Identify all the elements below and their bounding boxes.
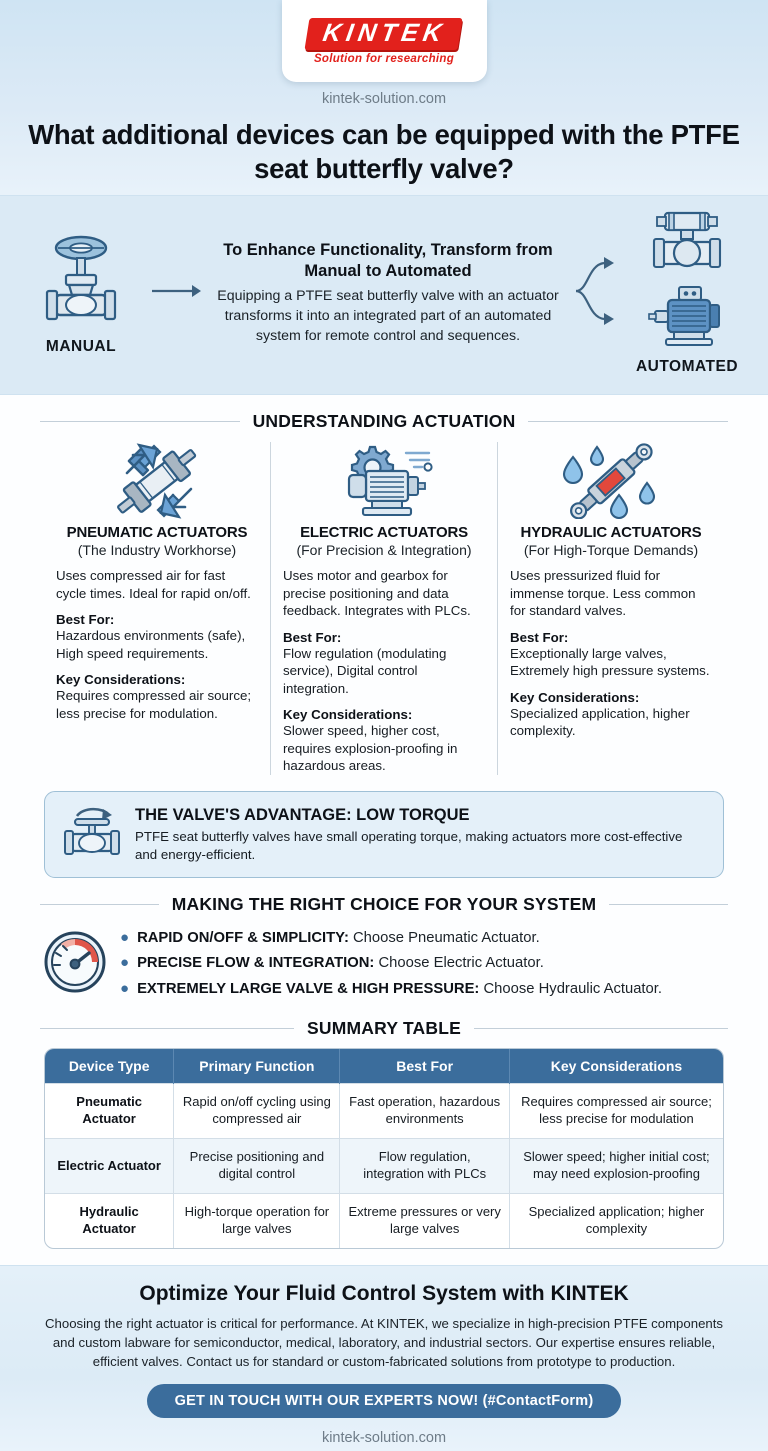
hero-manual-side — [22, 231, 140, 356]
hero-branch-arrows — [570, 243, 622, 344]
site-url-top: kintek-solution.com — [321, 91, 447, 107]
hydraulic-cylinder-droplet-icon — [510, 442, 712, 520]
hydraulic-key-label: Key Considerations: — [510, 689, 640, 705]
table-head — [45, 1049, 723, 1084]
callout-text — [135, 806, 707, 863]
pneumatic-best-for-value: Hazardous environments (safe), High speed requirements. — [56, 628, 246, 661]
site-url-bottom: kintek-solution.com — [321, 1430, 447, 1447]
choice-tail: Choose Electric Actuator. — [378, 955, 544, 972]
pneumatic-subtitle: (The Industry Workhorse) — [77, 542, 237, 559]
pneumatic-key-value: Requires compressed air source; less precise for modulation. — [56, 688, 252, 721]
table-row — [45, 1139, 723, 1194]
section-heading-understanding — [40, 411, 728, 432]
actuator-card-hydraulic — [497, 442, 724, 775]
electric-key-considerations — [283, 707, 485, 775]
choice-section — [44, 926, 724, 1002]
pneumatic-key-label: Key Considerations: — [56, 672, 186, 688]
electric-best-for — [283, 630, 485, 698]
logo-tagline: Solution for researching — [313, 52, 455, 65]
choice-tail: Choose Hydraulic Actuator. — [483, 980, 662, 997]
electric-description: Uses motor and gearbox for precise positioning and data feedback. Integrates with PLCs. — [283, 568, 471, 619]
electric-key-label: Key Considerations: — [283, 707, 413, 723]
hero-automated-label: AUTOMATED — [635, 358, 739, 376]
cell-best-for: Extreme pressures or very large valves — [340, 1193, 510, 1247]
cell-device: Hydraulic Actuator — [45, 1193, 174, 1247]
valve-rotation-icon — [61, 803, 123, 866]
actuator-columns — [44, 442, 724, 775]
hydraulic-description: Uses pressurized fluid for immense torque. Less common for standard valves. — [510, 568, 696, 619]
electric-best-for-label: Best For: — [283, 629, 342, 645]
col-header-device-type: Device Type — [45, 1049, 174, 1084]
hydraulic-key-considerations — [510, 690, 712, 740]
pneumatic-title: PNEUMATIC ACTUATORS — [66, 524, 248, 542]
choice-lead: RAPID ON/OFF & SIMPLICITY: — [137, 930, 349, 947]
manual-valve-icon — [38, 231, 124, 332]
footer-section — [0, 1265, 768, 1451]
divider-right — [474, 1028, 728, 1029]
hydraulic-subtitle: (For High-Torque Demands) — [523, 542, 699, 559]
contact-cta-button[interactable]: GET IN TOUCH WITH OUR EXPERTS NOW! (#ContactForm) — [147, 1384, 622, 1418]
hero-automated-side — [628, 210, 746, 376]
electric-motor-gear-icon — [283, 442, 485, 520]
cell-best-for: Fast operation, hazardous environments — [340, 1084, 510, 1139]
choice-item — [120, 926, 724, 951]
footer-body: Choosing the right actuator is critical for performance. At KINTEK, we specialize in high-precision PTFE components and custom labware for semiconductor, medical, laboratory, and industrial sectors. Our expertise ensures reliable, efficient valves. Contact us for standard or custom-fabricated solutions from prototype to production. — [45, 1315, 723, 1369]
hydraulic-best-for — [510, 630, 712, 680]
hydraulic-title: HYDRAULIC ACTUATORS — [520, 524, 702, 542]
table-body — [45, 1084, 723, 1248]
choice-lead: EXTREMELY LARGE VALVE & HIGH PRESSURE: — [137, 980, 480, 997]
bullet-dot-icon: ● — [120, 929, 130, 947]
table-header-row — [45, 1049, 723, 1084]
actuator-card-pneumatic — [44, 442, 270, 775]
page-title: What additional devices can be equipped with the PTFE seat butterfly valve? — [28, 119, 740, 184]
choice-tail: Choose Pneumatic Actuator. — [353, 930, 540, 947]
electric-key-value: Slower speed, higher cost, requires explosion-proofing in hazardous areas. — [283, 723, 458, 774]
callout-body: PTFE seat butterfly valves have small operating torque, making actuators more cost-effective and energy-efficient. — [135, 828, 683, 862]
electric-subtitle: (For Precision & Integration) — [296, 542, 472, 559]
cell-function: Rapid on/off cycling using compressed air — [174, 1084, 340, 1139]
callout-title: THE VALVE'S ADVANTAGE: LOW TORQUE — [135, 805, 470, 824]
divider-left — [40, 421, 240, 422]
table-row — [45, 1193, 723, 1247]
summary-table-wrapper — [44, 1048, 724, 1248]
logo-wordmark: KINTEK — [305, 18, 463, 50]
choice-item — [120, 977, 724, 1002]
pneumatic-best-for — [56, 612, 258, 662]
kintek-logo — [282, 0, 487, 82]
bullet-dot-icon: ● — [120, 979, 130, 997]
section-heading-summary — [40, 1018, 728, 1039]
cell-key: Specialized application; higher complexity — [509, 1193, 723, 1247]
col-header-key-considerations: Key Considerations — [509, 1049, 723, 1084]
footer-title: Optimize Your Fluid Control System with KINTEK — [139, 1281, 629, 1305]
hydraulic-best-for-label: Best For: — [510, 629, 569, 645]
cell-function: High-torque operation for large valves — [174, 1193, 340, 1247]
bullet-dot-icon: ● — [120, 954, 130, 972]
section-title-understanding: UNDERSTANDING ACTUATION — [252, 411, 516, 432]
col-header-primary-function: Primary Function — [174, 1049, 340, 1084]
cell-device: Electric Actuator — [45, 1139, 174, 1194]
divider-right — [609, 904, 728, 905]
actuator-card-electric — [270, 442, 497, 775]
low-torque-callout — [44, 791, 724, 878]
hero-manual-label: MANUAL — [45, 337, 117, 355]
header-band — [0, 0, 768, 195]
hero-message — [212, 240, 564, 346]
section-title-summary: SUMMARY TABLE — [307, 1018, 461, 1039]
cell-best-for: Flow regulation, integration with PLCs — [340, 1139, 510, 1194]
section-title-choice: MAKING THE RIGHT CHOICE FOR YOUR SYSTEM — [171, 894, 597, 915]
hydraulic-key-value: Specialized application, higher complexity. — [510, 705, 690, 739]
divider-right — [528, 421, 728, 422]
summary-table — [45, 1049, 723, 1247]
table-row — [45, 1084, 723, 1139]
electric-motor-icon — [646, 285, 728, 352]
divider-left — [40, 904, 159, 905]
hero-body: Equipping a PTFE seat butterfly valve with an actuator transforms it into an integrated part of an automated system for remote control and sequences. — [217, 288, 559, 344]
cell-key: Slower speed; higher initial cost; may need explosion-proofing — [509, 1139, 723, 1194]
divider-left — [40, 1028, 294, 1029]
cell-device: Pneumatic Actuator — [45, 1084, 174, 1139]
gauge-icon — [44, 931, 106, 998]
hero-heading: To Enhance Functionality, Transform from Manual to Automated — [223, 240, 553, 280]
col-header-best-for: Best For — [340, 1049, 510, 1084]
actuated-valve-icon — [645, 210, 729, 281]
hero-section — [0, 195, 768, 395]
hydraulic-best-for-value: Exceptionally large valves, Extremely high pressure systems. — [510, 645, 710, 679]
cell-function: Precise positioning and digital control — [174, 1139, 340, 1194]
pneumatic-key-considerations — [56, 672, 258, 722]
electric-title: ELECTRIC ACTUATORS — [300, 524, 468, 542]
electric-best-for-value: Flow regulation (modulating service), Digital control integration. — [283, 645, 447, 696]
pneumatic-best-for-label: Best For: — [56, 612, 115, 628]
choice-list — [120, 926, 724, 1002]
section-heading-choice — [40, 894, 728, 915]
pneumatic-cylinder-icon — [56, 442, 258, 520]
hero-transform-arrow — [146, 281, 206, 306]
automated-icon-stack — [645, 210, 729, 352]
choice-item — [120, 951, 724, 976]
pneumatic-description: Uses compressed air for fast cycle times. Ideal for rapid on/off. — [56, 568, 251, 601]
cell-key: Requires compressed air source; less precise for modulation — [509, 1084, 723, 1139]
choice-lead: PRECISE FLOW & INTEGRATION: — [137, 955, 375, 972]
